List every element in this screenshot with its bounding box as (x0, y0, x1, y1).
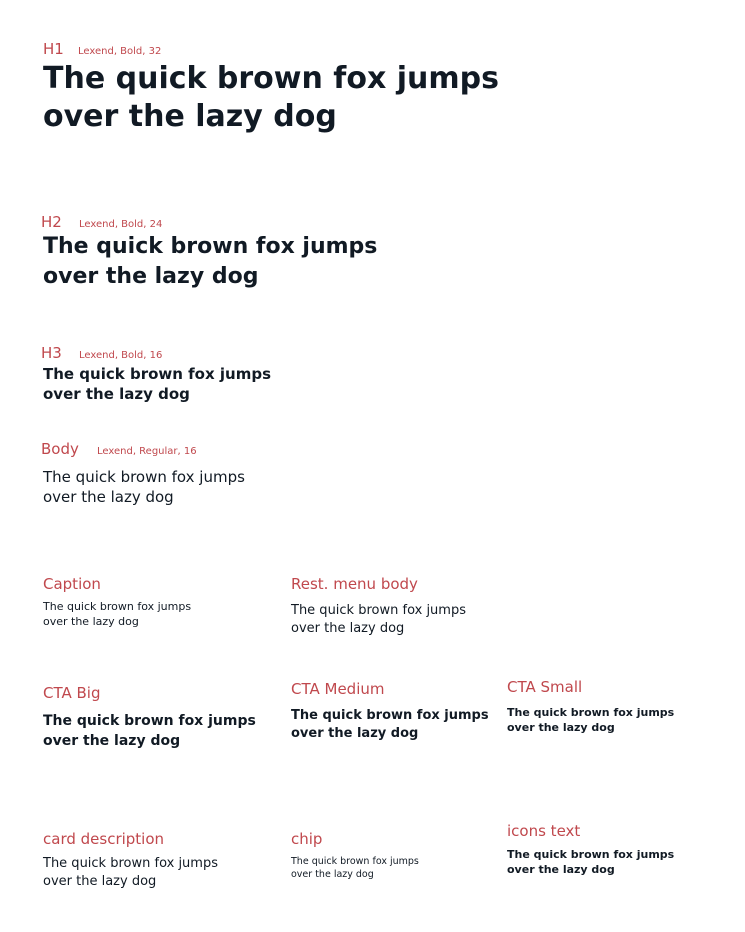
chip-sample: The quick brown fox jumps over the lazy dog (291, 856, 419, 880)
body-label: Body (41, 440, 79, 458)
rest-menu-body-label: Rest. menu body (291, 575, 418, 593)
body-meta: Lexend, Regular, 16 (97, 446, 197, 457)
caption-label: Caption (43, 575, 101, 593)
body-sample: The quick brown fox jumps over the lazy dog (43, 468, 245, 506)
rest-menu-body-sample: The quick brown fox jumps over the lazy dog (291, 603, 466, 636)
icons-text-label: icons text (507, 822, 581, 840)
h2-label: H2 (41, 213, 62, 231)
cta-medium-sample: The quick brown fox jumps over the lazy dog (291, 708, 489, 741)
h3-label: H3 (41, 344, 62, 362)
h1-label: H1 (43, 40, 64, 58)
h1-meta: Lexend, Bold, 32 (78, 46, 162, 57)
cta-big-sample: The quick brown fox jumps over the lazy dog (43, 713, 256, 749)
h1-sample: The quick brown fox jumps over the lazy dog (43, 61, 499, 134)
icons-text-sample: The quick brown fox jumps over the lazy dog (507, 848, 675, 876)
h3-meta: Lexend, Bold, 16 (79, 350, 163, 361)
cta-big-label: CTA Big (43, 684, 101, 702)
h3-sample: The quick brown fox jumps over the lazy dog (43, 365, 271, 403)
card-description-sample: The quick brown fox jumps over the lazy dog (43, 856, 218, 889)
chip-label: chip (291, 830, 323, 848)
cta-small-sample: The quick brown fox jumps over the lazy dog (507, 706, 675, 734)
cta-small-label: CTA Small (507, 678, 583, 696)
h2-sample: The quick brown fox jumps over the lazy dog (43, 234, 378, 289)
cta-medium-label: CTA Medium (291, 680, 385, 698)
h2-meta: Lexend, Bold, 24 (79, 219, 163, 230)
card-description-label: card description (43, 830, 165, 848)
caption-sample: The quick brown fox jumps over the lazy dog (43, 600, 192, 628)
